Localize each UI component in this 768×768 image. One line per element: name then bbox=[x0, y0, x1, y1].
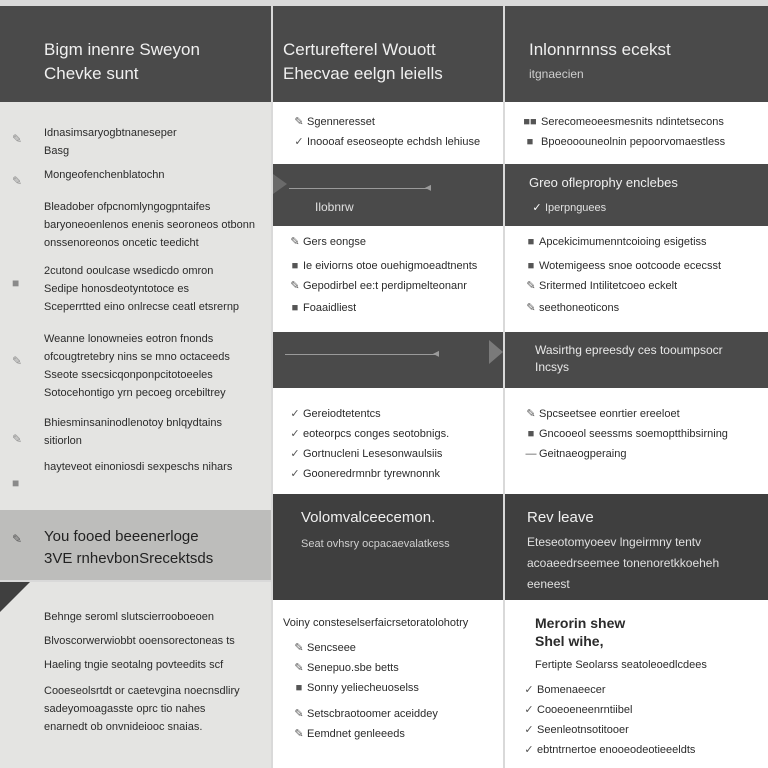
arrow-line bbox=[289, 188, 429, 189]
right-list-1-item-label: Serecomeoeesmesnits ndintetsecons bbox=[541, 116, 724, 128]
column-left bbox=[0, 6, 271, 768]
right-list-2-item[interactable] bbox=[523, 298, 768, 318]
right-section-3 bbox=[505, 494, 768, 600]
middle-bottom-panel bbox=[273, 600, 503, 768]
left-note-1a: Idnasimsaryogbtnaneseper bbox=[44, 127, 177, 139]
right-bottom-item-label: Cooeoeneenrntiibel bbox=[537, 704, 633, 716]
pencil-icon: ✎ bbox=[290, 236, 300, 248]
middle-list-3-item-label: Gortnucleni Lesesonwaulsiis bbox=[303, 448, 443, 460]
right-header bbox=[505, 6, 768, 102]
check-icon: ✓ bbox=[290, 408, 300, 420]
check-icon: ✓ bbox=[524, 744, 534, 756]
right-list-1-item-label: Bpoeooouneolnin pepoorvomaestless bbox=[541, 136, 726, 148]
dash-icon: — bbox=[525, 448, 537, 460]
pencil-icon: ✎ bbox=[12, 432, 23, 446]
right-bottom-heading: Merorin shew bbox=[535, 615, 626, 631]
pencil-icon: ✎ bbox=[294, 662, 304, 674]
middle-bottom-item[interactable] bbox=[283, 638, 503, 658]
left-note-4c: Sceperrtted eino onlrecse ceatl etsrernp bbox=[44, 301, 240, 313]
square-icon: ■ bbox=[295, 682, 303, 694]
right-section-1-item-label: Iperpnguees bbox=[545, 202, 607, 214]
middle-list-3-item-label: Gereiodtetentcs bbox=[303, 408, 381, 420]
middle-list-1-item[interactable] bbox=[291, 132, 503, 152]
right-list-3-item-label: Geitnaeogperaing bbox=[539, 448, 627, 460]
column-right bbox=[505, 6, 768, 768]
left-bottom-line-5: sadeyomoagasste oprc tio nahes bbox=[44, 703, 206, 715]
pencil-icon: ✎ bbox=[290, 280, 300, 292]
right-header-title: Inlonnrnnss ecekst bbox=[529, 40, 671, 59]
middle-list-2 bbox=[273, 226, 503, 332]
right-section-3-line-2: acoaeedrseemee tonenoretkkoeheh bbox=[527, 556, 720, 570]
middle-list-3-item[interactable] bbox=[287, 444, 503, 464]
right-bottom-panel bbox=[505, 600, 768, 768]
left-bottom-line-6: enarnedt ob onvnideiooc snaias. bbox=[44, 721, 203, 733]
middle-list-3-item[interactable] bbox=[287, 464, 503, 484]
right-list-3 bbox=[505, 388, 768, 494]
pencil-icon: ✎ bbox=[294, 642, 304, 654]
middle-bottom-item-label: Eemdnet genleeeds bbox=[307, 728, 405, 740]
middle-header-title: Certurefterel Wouott bbox=[283, 40, 436, 59]
left-header-title: Bigm inenre Sweyon bbox=[44, 40, 200, 59]
left-bottom-panel bbox=[0, 582, 271, 768]
right-list-1-item[interactable] bbox=[519, 112, 768, 132]
pencil-icon: ✎ bbox=[526, 280, 536, 292]
middle-list-3-item[interactable] bbox=[287, 404, 503, 424]
middle-section-2-line: Seat ovhsry ocpacaevalatkess bbox=[301, 538, 450, 550]
middle-list-1-item-label: Inoooaf eseoseopte echdsh lehiuse bbox=[307, 136, 481, 148]
right-section-3-title: Rev leave bbox=[527, 509, 594, 526]
right-list-2-item[interactable] bbox=[523, 256, 768, 276]
right-list-1 bbox=[505, 102, 768, 164]
middle-bottom-item-label: Sonny yeliecheuoselss bbox=[307, 682, 419, 694]
middle-list-1-item[interactable] bbox=[291, 112, 503, 132]
left-header bbox=[0, 6, 271, 102]
right-bottom-item[interactable] bbox=[521, 680, 768, 700]
right-bottom-item[interactable] bbox=[521, 700, 768, 720]
middle-list-1-item-label: Sgenneresset bbox=[307, 116, 375, 128]
middle-bottom-item[interactable] bbox=[283, 678, 503, 698]
middle-bottom-item-label: Senepuo.sbe betts bbox=[307, 662, 399, 674]
right-section-3-line-3: eeneest bbox=[527, 577, 570, 591]
square-icon: ■ bbox=[527, 260, 535, 272]
middle-list-3 bbox=[273, 388, 503, 494]
corner-flag-icon bbox=[0, 582, 30, 612]
middle-list-2-item[interactable] bbox=[287, 276, 503, 296]
right-list-2-item-label: Apcekicimumenntcoioing esigetiss bbox=[539, 236, 707, 248]
left-note-5d: Sotocehontigo yrn pecoeg orcebiltrey bbox=[44, 387, 226, 399]
check-icon: ✓ bbox=[524, 704, 534, 716]
right-list-2-item-label: Sritermed Intilitetcoeo eckelt bbox=[539, 280, 678, 292]
arrow-line bbox=[285, 354, 439, 355]
arrow-head-icon: ◂ bbox=[433, 346, 440, 360]
check-icon: ✓ bbox=[294, 136, 304, 148]
middle-list-3-item[interactable] bbox=[287, 424, 503, 444]
squares-icon: ■■ bbox=[523, 116, 537, 128]
left-highlight-subtitle: 3VE rnhevbonSrecektsds bbox=[44, 550, 214, 567]
pencil-icon: ✎ bbox=[294, 116, 304, 128]
right-list-2-item[interactable] bbox=[523, 232, 768, 252]
right-bottom-item-label: Bomenaeecer bbox=[537, 684, 606, 696]
square-icon: ■ bbox=[12, 476, 20, 490]
right-section-2-line-2: Incsys bbox=[535, 360, 570, 374]
right-list-3-item[interactable] bbox=[523, 424, 768, 444]
square-icon: ■ bbox=[291, 260, 299, 272]
middle-list-2-item-label: Gepodirbel ee:t perdipmelteonanr bbox=[303, 280, 467, 292]
left-note-6b: sitiorlon bbox=[44, 435, 82, 447]
middle-list-1 bbox=[273, 102, 503, 164]
bookmark-icon: ■ bbox=[12, 276, 20, 290]
check-icon: ✓ bbox=[524, 684, 534, 696]
left-note-4b: Sedipe honosdeotyntotoce es bbox=[44, 283, 189, 295]
middle-bottom-item-label: Setscbraotoomer aceiddey bbox=[307, 708, 438, 720]
middle-list-2-item-label: Foaaidliest bbox=[303, 302, 357, 314]
middle-list-2-item-label: Ie eiviorns otoe ouehigmoeadtnents bbox=[303, 260, 478, 272]
check-icon: ✓ bbox=[290, 448, 300, 460]
middle-bottom-item[interactable] bbox=[283, 658, 503, 678]
check-icon: ✓ bbox=[290, 468, 300, 480]
right-bottom-item-label: Seenleotnsotitooer bbox=[537, 724, 629, 736]
left-note-5c: Sseote ssecsicqonponpcitotoeeles bbox=[44, 369, 213, 381]
left-note-2a: Mongeofenchenblatochn bbox=[44, 169, 165, 181]
check-icon: ✓ bbox=[532, 202, 542, 214]
right-list-2 bbox=[505, 226, 768, 332]
arrow-head-icon: ◂ bbox=[425, 180, 432, 194]
pencil-icon: ✎ bbox=[526, 302, 536, 314]
middle-section-2 bbox=[273, 494, 503, 600]
left-note-5b: ofcougtretebry nins se mno octaceeds bbox=[44, 351, 230, 363]
pencil-icon: ✎ bbox=[294, 728, 304, 740]
left-note-6a: Bhiesminsaninodlenotoy bnlqydtains bbox=[44, 417, 222, 429]
square-icon: ■ bbox=[527, 236, 535, 248]
middle-section-2-title: Volomvalceecemon. bbox=[301, 509, 436, 526]
middle-bottom-heading: Voiny consteselserfaicrsetoratolohotry bbox=[283, 617, 469, 629]
left-bottom-line-2: Blvoscorwerwiobbt ooensorectoneas ts bbox=[44, 635, 235, 647]
pin-icon: ✎ bbox=[12, 532, 23, 546]
pencil-icon: ✎ bbox=[12, 174, 23, 188]
check-icon: ✓ bbox=[524, 724, 534, 736]
middle-header-subtitle: Ehecvae eelgn leiells bbox=[283, 64, 443, 83]
right-section-3-line-1: Eteseotomyoeev lngeirmny tentv bbox=[527, 535, 702, 549]
right-list-3-item[interactable] bbox=[523, 404, 768, 424]
right-bottom-item[interactable] bbox=[521, 740, 768, 760]
arrow-right-icon bbox=[489, 340, 503, 364]
right-section-1-item[interactable] bbox=[529, 198, 768, 218]
right-bottom-item[interactable] bbox=[521, 720, 768, 740]
left-note-7a: hayteveot einoniosdi sexpeschs nihars bbox=[44, 461, 233, 473]
middle-bar-2 bbox=[273, 332, 503, 388]
left-bottom-line-4: Cooeseolsrtdt or caetevgina noecnsdliry bbox=[44, 685, 240, 697]
left-note-4a: 2cutond ooulcase wsedicdo omron bbox=[44, 265, 214, 277]
middle-header bbox=[273, 6, 503, 102]
pencil-icon: ✎ bbox=[294, 708, 304, 720]
right-bottom-subheading: Fertipte Seolarss seatoleoedlcdees bbox=[535, 659, 707, 671]
right-list-2-item-label: Wotemigeess snoe ootcoode ececsst bbox=[539, 260, 722, 272]
arrow-left-icon bbox=[273, 174, 287, 194]
right-list-2-item-label: seethoneoticons bbox=[539, 302, 620, 314]
column-middle bbox=[273, 6, 503, 768]
left-highlight-panel[interactable] bbox=[0, 510, 271, 580]
middle-list-2-item[interactable] bbox=[287, 298, 503, 318]
middle-bottom-item-label: Sencseee bbox=[307, 642, 356, 654]
checklist-board bbox=[0, 6, 768, 768]
middle-bar-1 bbox=[273, 164, 503, 226]
right-list-3-item-label: Spcseetsee eonrtier ereeloet bbox=[539, 408, 680, 420]
right-section-1-title: Greo ofleprophy enclebes bbox=[529, 175, 678, 190]
right-section-2-line-1: Wasirthg epreesdy ces tooumpsocr bbox=[535, 343, 723, 357]
left-bottom-line-3: Haeling tngie seotalng povteedits scf bbox=[44, 659, 224, 671]
left-note-3a: Bleadober ofpcnomlyngogpntaifes bbox=[44, 201, 211, 213]
right-section-1 bbox=[505, 164, 768, 226]
right-list-3-item-label: Gncooeol seessms soemoptthibsirning bbox=[539, 428, 728, 440]
middle-bottom-item[interactable] bbox=[283, 704, 503, 724]
right-list-3-item[interactable] bbox=[523, 444, 768, 464]
middle-list-3-item-label: Gooneredrmnbr tyrewnonnk bbox=[303, 468, 440, 480]
check-icon: ✓ bbox=[290, 428, 300, 440]
left-note-1b: Basg bbox=[44, 145, 70, 157]
left-highlight-title: You fooed beeenerloge bbox=[44, 528, 199, 545]
middle-list-2-item[interactable] bbox=[287, 256, 503, 276]
right-bottom-item-label: ebtntrnertoe enooeodeotieeeldts bbox=[537, 744, 696, 756]
middle-bottom-item[interactable] bbox=[283, 724, 503, 744]
right-list-2-item[interactable] bbox=[523, 276, 768, 296]
right-header-subtitle: itgnaecien bbox=[529, 67, 584, 81]
left-note-5a: Weanne lonowneies eotron fnonds bbox=[44, 333, 214, 345]
middle-list-2-item[interactable] bbox=[287, 232, 503, 252]
left-note-3c: onssenoreonos oncetic teedicht bbox=[44, 237, 199, 249]
left-notes-panel bbox=[0, 102, 271, 510]
right-list-1-item[interactable] bbox=[519, 132, 768, 152]
pencil-icon: ✎ bbox=[12, 354, 23, 368]
middle-list-3-item-label: eoteorpcs conges seotobnigs. bbox=[303, 428, 450, 440]
left-header-subtitle: Chevke sunt bbox=[44, 64, 139, 83]
square-icon: ■ bbox=[291, 302, 299, 314]
right-section-2 bbox=[505, 332, 768, 388]
pencil-icon: ✎ bbox=[526, 408, 536, 420]
left-note-3b: baryoneoenlenos enenis seoroneos otbonn bbox=[44, 219, 255, 231]
pencil-icon: ✎ bbox=[12, 132, 23, 146]
square-icon: ■ bbox=[526, 136, 534, 148]
right-bottom-heading-2: Shel wihe, bbox=[535, 633, 604, 649]
middle-bar-1-label: Ilobnrw bbox=[315, 200, 354, 214]
square-icon: ■ bbox=[527, 428, 535, 440]
left-bottom-line-1: Behnge seroml slutscierrooboeoen bbox=[44, 611, 214, 623]
middle-list-2-item-label: Gers eongse bbox=[303, 236, 366, 248]
